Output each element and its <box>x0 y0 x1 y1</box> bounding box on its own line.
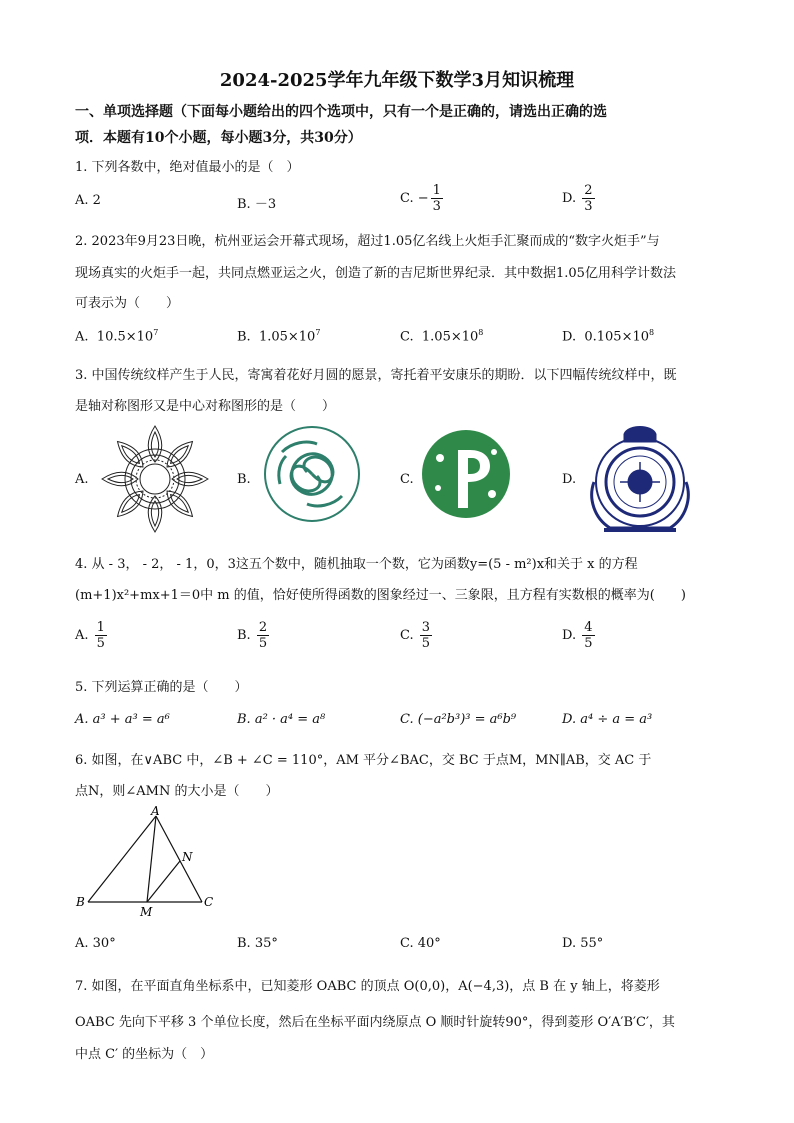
page-title: 2024-2025学年九年级下数学3月知识梳理 <box>219 70 575 91</box>
q3-pattern-a-lotus <box>98 422 212 536</box>
q3-line2: 是轴对称图形又是中心对称图形的是（ ） <box>75 399 336 414</box>
point-label-b: B <box>76 895 85 909</box>
q1-option-b: B. －3 <box>237 197 277 212</box>
q2-option-d: D. $0.105\times 10^8$ <box>562 328 655 345</box>
q3-pattern-c-leaf <box>420 428 512 520</box>
q3-pattern-b-spiral <box>262 422 362 526</box>
segment-am <box>147 816 156 902</box>
q7-line3: 中点 C′ 的坐标为（ ） <box>75 1047 214 1062</box>
q4-option-d: D. $\frac{4}{5}$ <box>562 620 593 651</box>
q3-pattern-d-emblem <box>584 420 696 538</box>
q3-option-b-label: B. <box>237 472 251 487</box>
q1-option-c: C. − $\frac{1}{3}$ <box>400 183 441 214</box>
point-label-n: N <box>182 850 193 864</box>
q6-option-d: D. 55° <box>562 936 604 951</box>
q2-option-a: A. $10.5\times 10^7$ <box>75 328 159 345</box>
q4-option-a: A. $\frac{1}{5}$ <box>75 620 105 651</box>
q4-line2: (m+1)x²+mx+1＝0中 m 的值，恰好使所得函数的图象经过一、三象限，且方程有实数根的概率为( ) <box>75 588 686 603</box>
segment-mn <box>147 861 180 902</box>
q6-line2: 点N，则∠AMN 的大小是（ ） <box>75 784 279 799</box>
q6-line1: 6. 如图，在∨ABC 中，∠B + ∠C = 110°，AM 平分∠BAC，交 BC 于点M，MN∥AB，交 AC 于 <box>75 753 652 768</box>
point-label-a: A <box>151 806 160 818</box>
q2-line1: 2. 2023年9月23日晚，杭州亚运会开幕式现场，超过1.05亿名线上火炬手汇聚而成的“数字火炬手”与 <box>75 234 660 249</box>
q2-line3: 可表示为（ ） <box>75 296 180 311</box>
q5-stem: 5. 下列运算正确的是（ ） <box>75 680 248 695</box>
q3-option-a-label: A. <box>75 472 89 487</box>
q5-option-a: A. a³ + a³ = a⁶ <box>75 712 170 727</box>
q5-option-b: B. a² · a⁴ = a⁸ <box>237 712 326 727</box>
q6-option-c: C. 40° <box>400 936 441 951</box>
q2-line2: 现场真实的火炬手一起，共同点燃亚运之火，创造了新的吉尼斯世界纪录．其中数据1.05亿用科学计数法 <box>75 266 676 281</box>
q6-triangle-figure <box>70 806 230 918</box>
q3-line1: 3. 中国传统纹样产生于人民，寄寓着花好月圆的愿景，寄托着平安康乐的期盼．以下四幅传统纹样中，既 <box>75 368 677 383</box>
q2-option-b: B. $1.05\times 10^7$ <box>237 328 321 345</box>
q1-stem: 1. 下列各数中，绝对值最小的是（ ） <box>75 160 300 175</box>
q3-option-d-label: D. <box>562 472 577 487</box>
q2-option-c: C. $1.05\times 10^8$ <box>400 328 484 345</box>
q4-option-b: B. $\frac{2}{5}$ <box>237 620 268 651</box>
q7-line1: 7. 如图，在平面直角坐标系中，已知菱形 OABC 的顶点 O(0,0)，A(−4,3)，点 B 在 y 轴上，将菱形 <box>75 979 660 994</box>
q7-line2: OABC 先向下平移 3 个单位长度，然后在坐标平面内绕原点 O 顺时针旋转90°，得到菱形 O′A′B′C′，其 <box>75 1015 675 1030</box>
q5-option-d: D. a⁴ ÷ a = a³ <box>562 712 653 727</box>
side-ab <box>88 816 156 902</box>
side-ac <box>156 816 202 902</box>
q5-option-c: C. (−a²b³)³ = a⁶b⁹ <box>400 712 517 727</box>
q1-option-d: D. $\frac{2}{3}$ <box>562 183 593 214</box>
q4-option-c: C. $\frac{3}{5}$ <box>400 620 431 651</box>
section-heading-line1: 一、单项选择题（下面每小题给出的四个选项中，只有一个是正确的，请选出正确的选 <box>75 104 607 120</box>
q3-option-c-label: C. <box>400 472 414 487</box>
q6-option-a: A. 30° <box>75 936 116 951</box>
q1-option-a: A. 2 <box>75 193 101 208</box>
section-heading-line2: 项．本题有10个小题，每小题3分，共30分） <box>75 130 362 146</box>
point-label-m: M <box>140 905 153 918</box>
q4-line1: 4. 从 - 3， - 2， - 1，0，3这五个数中，随机抽取一个数，它为函数y=(5 - m²)x和关于 x 的方程 <box>75 557 638 572</box>
q6-option-b: B. 35° <box>237 936 278 951</box>
point-label-c: C <box>204 895 214 909</box>
